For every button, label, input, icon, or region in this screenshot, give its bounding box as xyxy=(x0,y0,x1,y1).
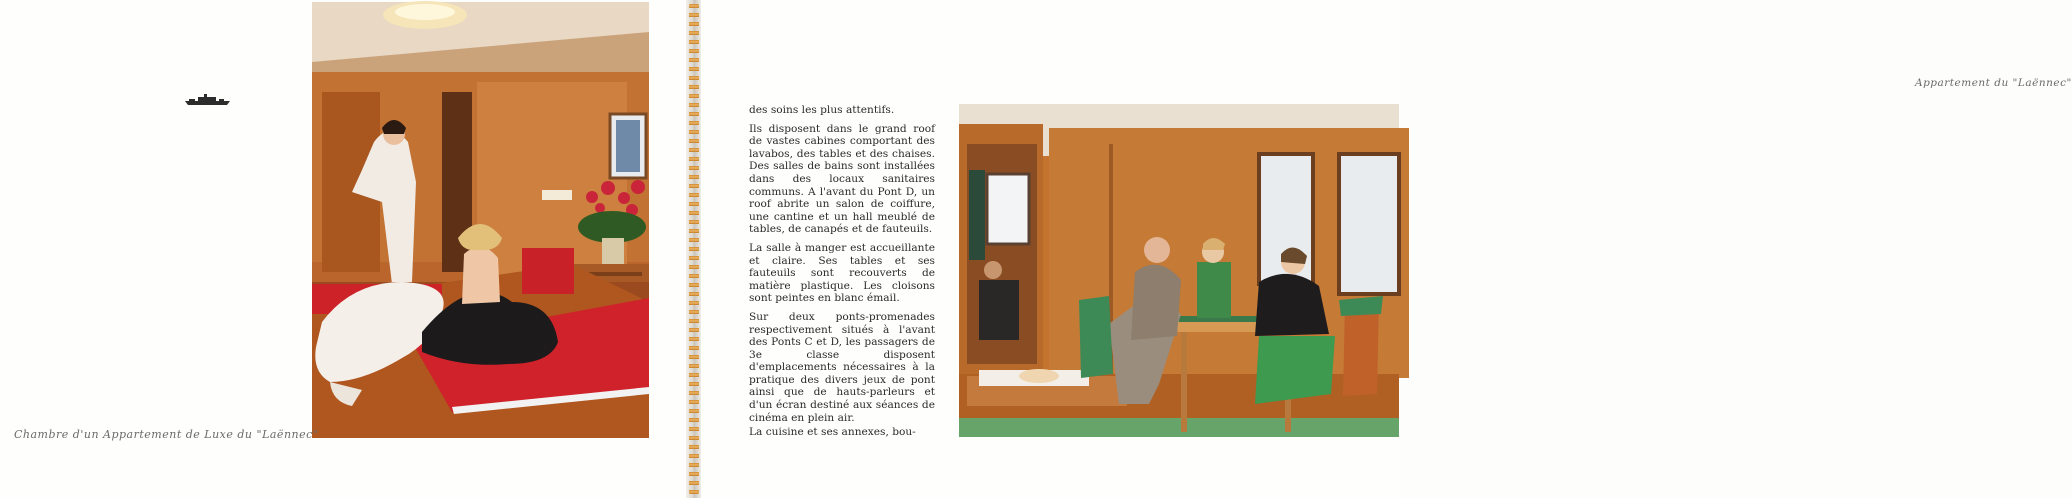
card-game-lounge-photo xyxy=(959,104,1399,437)
ship-icon xyxy=(184,94,232,106)
spiral-binding xyxy=(689,2,699,496)
left-photo-caption: Chambre d'un Appartement de Luxe du "Laënnec" xyxy=(14,428,319,441)
right-photo-caption: Appartement du "Laënnec" xyxy=(1915,77,2072,89)
paragraph-3: La salle à manger est accueillante et claire. Ses tables et ses fauteuils sont recouverts de matière plastique. Les cloisons sont peintes en blanc émail. xyxy=(749,241,935,305)
left-page xyxy=(0,0,690,498)
paragraph-1: des soins les plus attentifs. xyxy=(749,104,895,116)
body-text-column xyxy=(749,104,935,438)
luxury-cabin-photo xyxy=(312,2,649,438)
paragraph-5: La cuisine et ses annexes, bou- xyxy=(749,426,916,438)
paragraph-2: Ils disposent dans le grand roof de vastes cabines comportant des lavabos, des tables et des chaises. Des salles de bains sont installées dans des locaux sanitaires communs. A l'avant du Pont D, un roof abrite un salon de coiffure, une cantine et un hall meublé de tables, de canapés et de fauteuils. xyxy=(749,122,935,236)
paragraph-4: Sur deux ponts-promenades respectivement situés à l'avant des Ponts C et D, les passagers de 3e classe disposent d'emplacements nécessaires à la pratique des divers jeux de pont ainsi que de hauts-parleurs et d'un écran destiné aux séances de cinéma en plein air. xyxy=(749,310,935,424)
